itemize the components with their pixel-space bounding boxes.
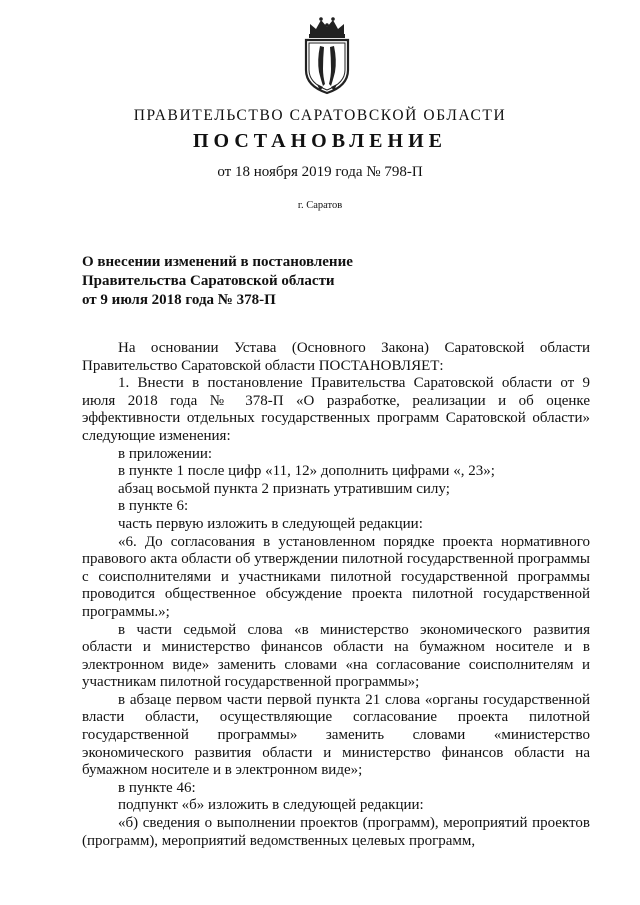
body-paragraph: часть первую изложить в следующей редакции: [118, 515, 423, 532]
subject-line-2: Правительства Саратовской области [82, 273, 335, 289]
document-subject [82, 253, 353, 310]
body-paragraph: в пункте 1 после цифр «11, 12» дополнить цифрами «, 23»; [118, 463, 495, 480]
document-type-title: ПОСТАНОВЛЕНИЕ [193, 130, 447, 152]
body-paragraph: «б) сведения о выполнении проектов (программ), мероприятий проектов (программ), мероприятий ведомственных целевых программ, [82, 815, 590, 849]
city-name: г. Саратов [297, 200, 343, 211]
body-paragraph: подпункт «б» изложить в следующей редакции: [118, 797, 424, 814]
body-paragraph: в части седьмой слова «в министерство экономического развития области и министерство финансов области на бумажном носителе и в электронном виде» заменить словами «на согласование соисполнителям и участникам пилотной государственной программы»; [82, 621, 590, 691]
body-paragraph: На основании Устава (Основного Закона) Саратовской области Правительство Саратовской области ПОСТАНОВЛЯЕТ: [82, 340, 590, 374]
body-paragraph: 1. Внести в постановление Правительства Саратовской области от 9 июля 2018 года № 378-П «О разработке, реализации и об оценке эффективности отдельных государственных программ Саратовской области» следующие изменения: [82, 375, 590, 444]
date-and-number: от 18 ноября 2019 года № 798-П [217, 164, 423, 180]
document-body [82, 340, 590, 850]
body-paragraph: в приложении: [118, 445, 213, 462]
subject-line-3: от 9 июля 2018 года № 378-П [82, 292, 276, 308]
coat-of-arms-emblem [296, 14, 358, 96]
body-paragraph: абзац восьмой пункта 2 признать утратившим силу; [118, 480, 450, 497]
body-paragraph: «6. До согласования в установленном порядке проекта нормативного правового акта области об утверждении пилотной государственной программы с соисполнителями и участниками пилотной государственной программы проводится общественное обсуждение проекта пилотной государственной программы.»; [82, 533, 590, 620]
body-paragraph: в пункте 6: [118, 498, 189, 515]
subject-line-1: О внесении изменений в постановление [82, 254, 353, 270]
government-name: ПРАВИТЕЛЬСТВО САРАТОВСКОЙ ОБЛАСТИ [133, 107, 507, 124]
body-paragraph: в абзаце первом части первой пункта 21 слова «органы государственной власти области, осуществляющие согласование проекта пилотной государственной программы» заменить словами «министерство экономического развития области и министерство финансов области на бумажном носителе и в электронном виде»; [82, 691, 590, 779]
body-paragraph: в пункте 46: [118, 779, 196, 796]
